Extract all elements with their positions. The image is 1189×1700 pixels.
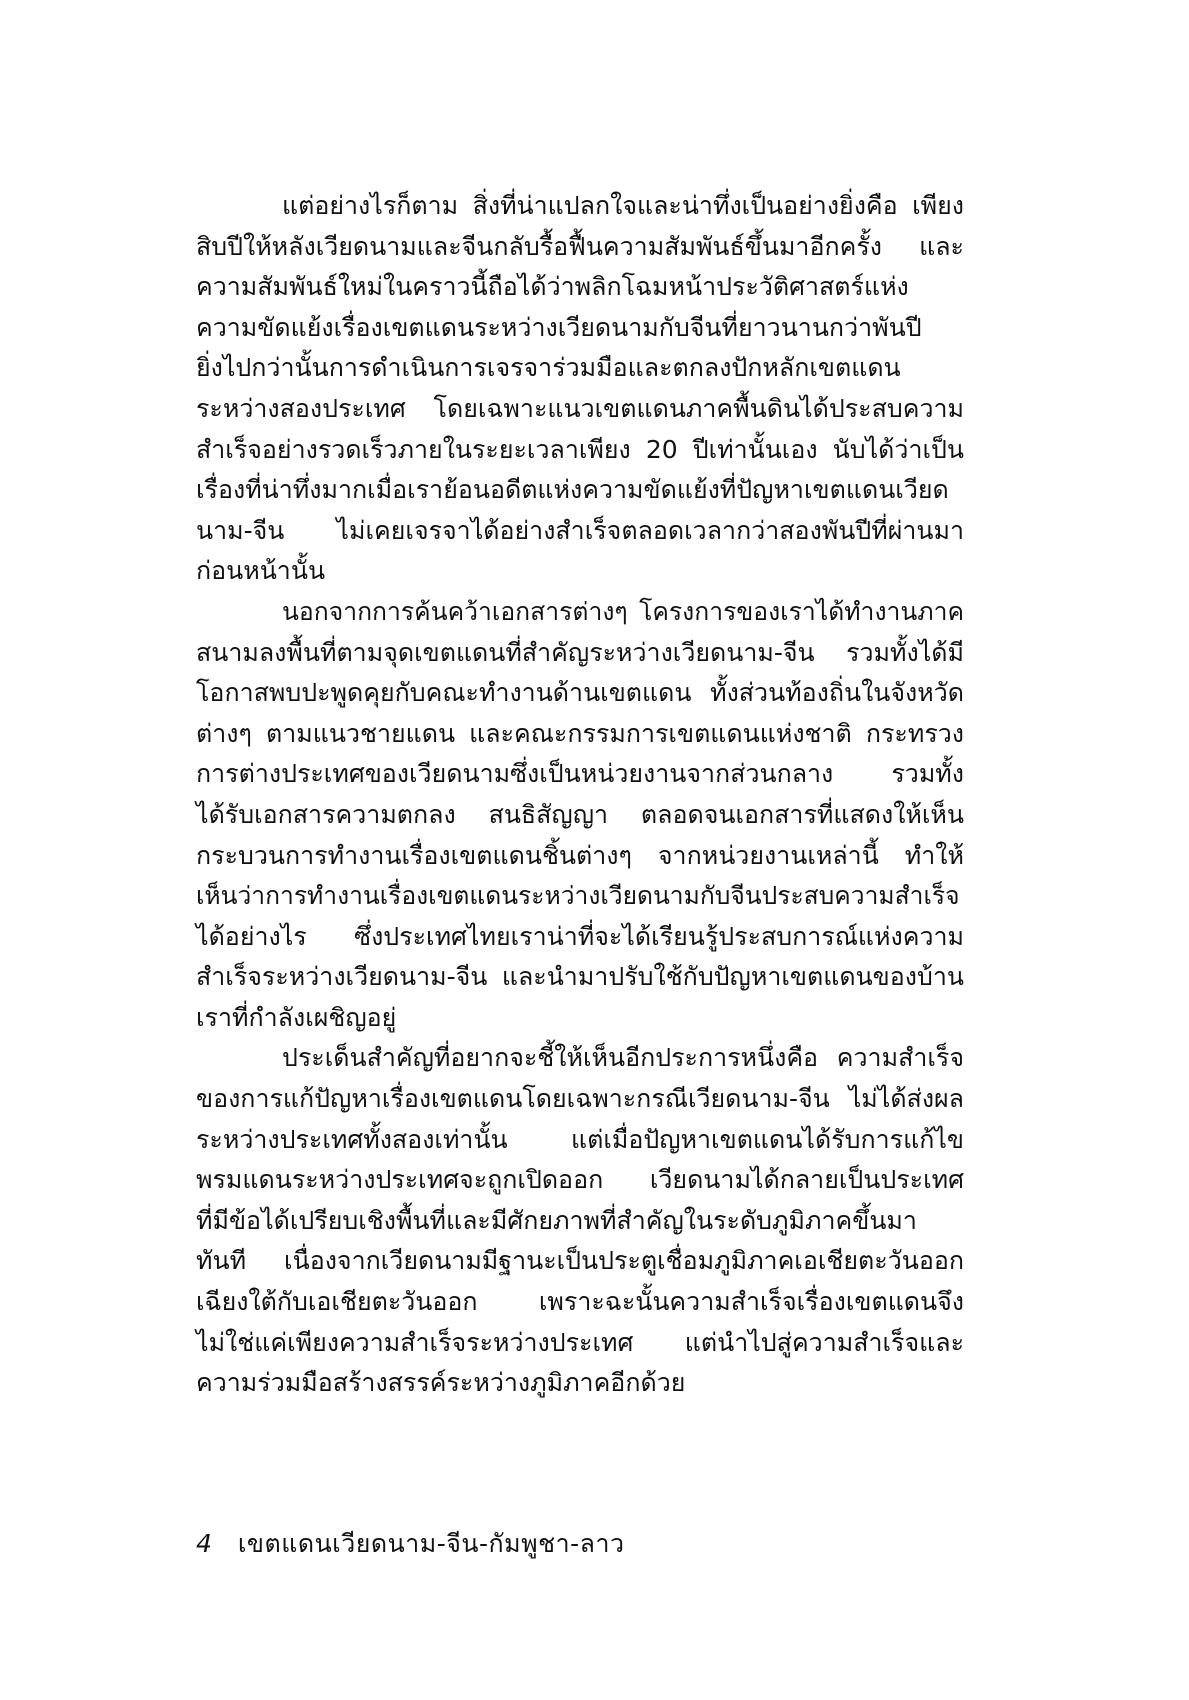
text-line: ก่อนหน้านั้น bbox=[196, 556, 326, 586]
text-line: ความสัมพันธ์ใหม่ในคราวนี้ถือได้ว่าพลิกโฉมหน้าประวัติศาสตร์แห่ง bbox=[196, 272, 909, 302]
running-title: เขตแดนเวียดนาม-จีน-กัมพูชา-ลาว bbox=[237, 1529, 625, 1558]
text-line: ประเด็นสำคัญที่อยากจะชี้ให้เห็นอีกประการหนึ่งคือ ความสำเร็จ bbox=[282, 1043, 964, 1073]
paragraph-2 bbox=[196, 592, 964, 1039]
text-line: สิบปีให้หลังเวียดนามและจีนกลับรื้อฟื้นความสัมพันธ์ขึ้นมาอีกครั้ง และ bbox=[196, 231, 964, 261]
text-line: ทันที เนื่องจากเวียดนามมีฐานะเป็นประตูเชื่อมภูมิภาคเอเชียตะวันออก bbox=[196, 1246, 964, 1276]
text-line: ต่างๆ ตามแนวชายแดน และคณะกรรมการเขตแดนแห่งชาติ กระทรวง bbox=[196, 718, 964, 748]
text-line: กระบวนการทำงานเรื่องเขตแดนชิ้นต่างๆ จากหน่วยงานเหล่านี้ ทำให้ bbox=[196, 840, 964, 870]
page-footer bbox=[196, 1524, 625, 1564]
text-line: เห็นว่าการทำงานเรื่องเขตแดนระหว่างเวียดนามกับจีนประสบความสำเร็จ bbox=[196, 881, 960, 911]
text-line: ได้รับเอกสารความตกลง สนธิสัญญา ตลอดจนเอกสารที่แสดงให้เห็น bbox=[196, 799, 964, 829]
paragraph-3 bbox=[196, 1038, 964, 1403]
text-line: ของการแก้ปัญหาเรื่องเขตแดนโดยเฉพาะกรณีเวียดนาม-จีน ไม่ได้ส่งผล bbox=[196, 1084, 964, 1114]
text-line: เรื่องที่น่าทึ่งมากเมื่อเราย้อนอดีตแห่งความขัดแย้งที่ปัญหาเขตแดนเวียด bbox=[196, 475, 949, 505]
text-line: แต่อย่างไรก็ตาม สิ่งที่น่าแปลกใจและน่าทึ่งเป็นอย่างยิ่งคือ เพียง bbox=[282, 191, 964, 220]
page-number: 4 bbox=[196, 1529, 212, 1558]
text-line: สนามลงพื้นที่ตามจุดเขตแดนที่สำคัญระหว่างเวียดนาม-จีน รวมทั้งได้มี bbox=[196, 637, 964, 667]
text-line: พรมแดนระหว่างประเทศจะถูกเปิดออก เวียดนามได้กลายเป็นประเทศ bbox=[196, 1165, 964, 1195]
text-line: ได้อย่างไร ซึ่งประเทศไทยเราน่าที่จะได้เรียนรู้ประสบการณ์แห่งความ bbox=[196, 921, 964, 951]
body-text bbox=[196, 186, 964, 1404]
text-line: ระหว่างสองประเทศ โดยเฉพาะแนวเขตแดนภาคพื้นดินได้ประสบความ bbox=[196, 393, 964, 423]
text-line: นาม-จีน ไม่เคยเจรจาได้อย่างสำเร็จตลอดเวลากว่าสองพันปีที่ผ่านมา bbox=[196, 515, 964, 545]
text-line: นอกจากการค้นคว้าเอกสารต่างๆ โครงการของเราได้ทำงานภาค bbox=[282, 596, 964, 626]
text-line: ที่มีข้อได้เปรียบเชิงพื้นที่และมีศักยภาพที่สำคัญในระดับภูมิภาคขึ้นมา bbox=[196, 1205, 917, 1235]
text-line: ระหว่างประเทศทั้งสองเท่านั้น แต่เมื่อปัญหาเขตแดนได้รับการแก้ไข bbox=[196, 1124, 964, 1154]
text-line: ไม่ใช่แค่เพียงความสำเร็จระหว่างประเทศ แต่นำไปสู่ความสำเร็จและ bbox=[196, 1327, 964, 1357]
text-line: เฉียงใต้กับเอเชียตะวันออก เพราะฉะนั้นความสำเร็จเรื่องเขตแดนจึง bbox=[196, 1287, 964, 1317]
text-line: โอกาสพบปะพูดคุยกับคณะทำงานด้านเขตแดน ทั้งส่วนท้องถิ่นในจังหวัด bbox=[196, 678, 964, 708]
paragraph-1 bbox=[196, 186, 964, 592]
text-line: การต่างประเทศของเวียดนามซึ่งเป็นหน่วยงานจากส่วนกลาง รวมทั้ง bbox=[196, 759, 964, 789]
text-line: สำเร็จระหว่างเวียดนาม-จีน และนำมาปรับใช้กับปัญหาเขตแดนของบ้าน bbox=[196, 962, 964, 992]
text-line: เราที่กำลังเผชิญอยู่ bbox=[196, 1002, 397, 1032]
text-line: ยิ่งไปกว่านั้นการดำเนินการเจรจาร่วมมือและตกลงปักหลักเขตแดน bbox=[196, 353, 901, 383]
text-line: ความขัดแย้งเรื่องเขตแดนระหว่างเวียดนามกับจีนที่ยาวนานกว่าพันปี bbox=[196, 312, 922, 342]
text-line: ความร่วมมือสร้างสรรค์ระหว่างภูมิภาคอีกด้วย bbox=[196, 1368, 686, 1398]
text-line: สำเร็จอย่างรวดเร็วภายในระยะเวลาเพียง 20 ปีเท่านั้นเอง นับได้ว่าเป็น bbox=[196, 434, 964, 464]
